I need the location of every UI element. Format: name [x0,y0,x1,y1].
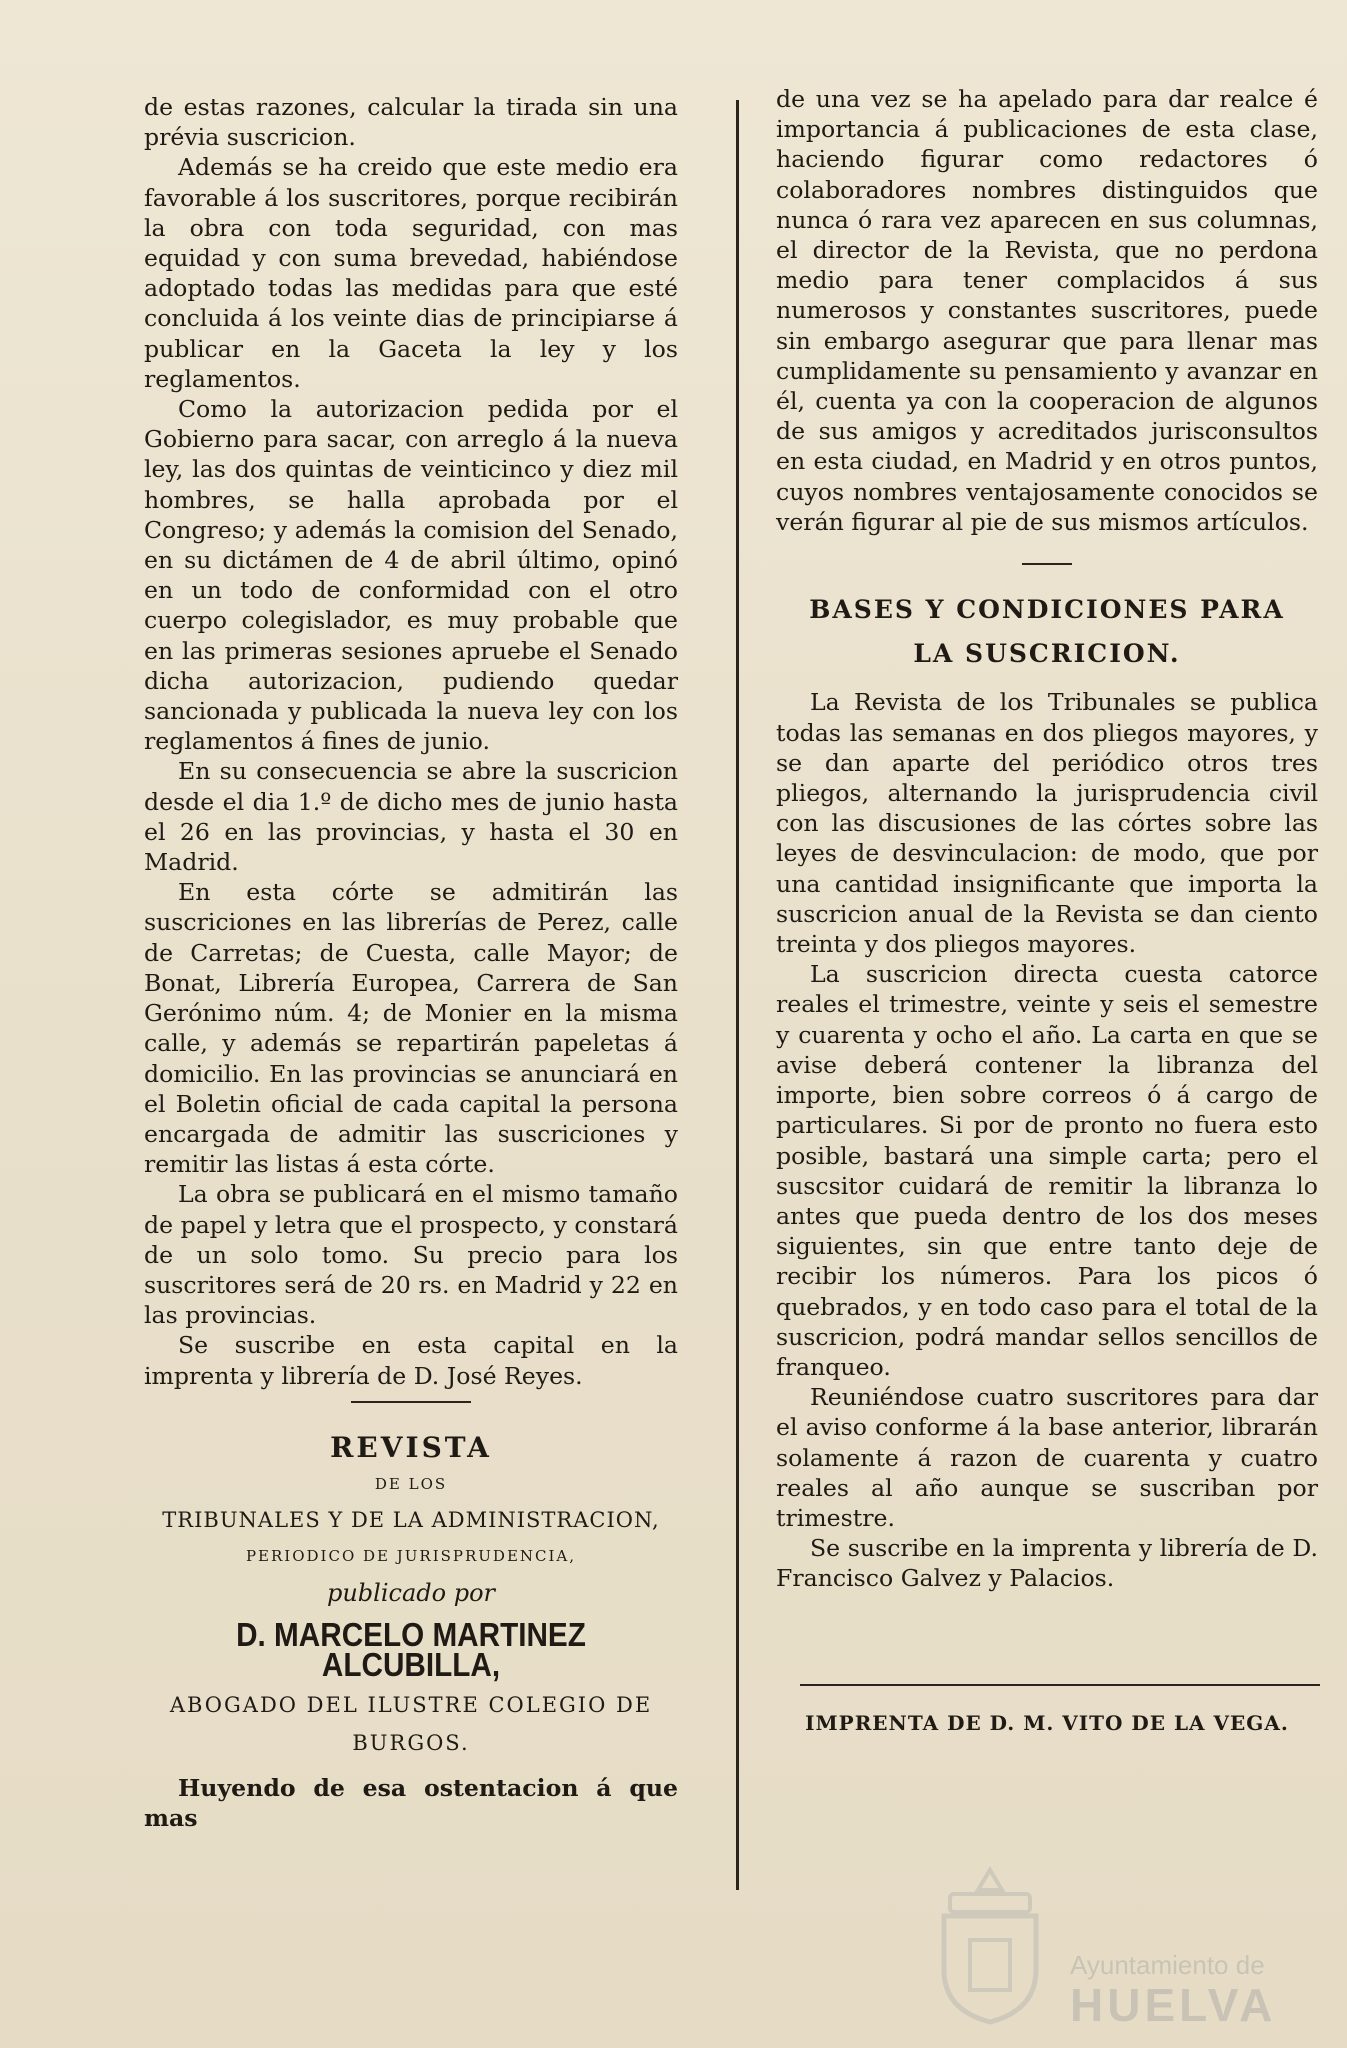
left-paragraph-5: En esta córte se admitirán las suscriciones en las librerías de Perez, calle de Carretas; de Cuesta, calle Mayor; de Bonat, Librería Europea, Carrera de San Gerónimo núm. 4; de Monier en la misma calle, y además se repartirán papeletas á domicilio. En las provincias se anunciará en el Boletin oficial de cada capital la persona encargada de admitir las suscriciones y remitir las listas á esta córte. [144,878,678,1179]
revista-publicado: publicado por [326,1578,495,1607]
revista-tribunales: TRIBUNALES Y DE LA ADMINISTRACION, [162,1508,660,1533]
left-paragraph-4: En su consecuencia se abre la suscricion desde el dia 1.º de dicho mes de junio hasta el 26 en las provincias, y hasta el 30 en Madrid. [144,757,678,877]
revista-last-line: Huyendo de esa ostentacion á que mas [144,1773,678,1832]
right-section-rule [1022,563,1072,565]
revista-abogado-line1: ABOGADO DEL ILUSTRE COLEGIO DE [169,1693,653,1718]
right-paragraph-4: Se suscribe en la imprenta y librería de D. Francisco Galvez y Palacios. [776,1534,1318,1593]
left-column [144,92,678,1833]
left-paragraph-2: Además se ha creido que este medio era favorable á los suscritores, porque recibirán la obra con toda seguridad, con mas equidad y con suma brevedad, habiéndose adoptado todas las medidas para que esté concluida á los veinte dias de principiarse á publicar en la Gaceta la ley y los reglamentos. [144,153,678,393]
left-paragraph-6: La obra se publicará en el mismo tamaño de papel y letra que el prospecto, y constará de un solo tomo. Su precio para los suscritores será de 20 rs. en Madrid y 22 en las provincias. [144,1180,678,1330]
right-intro-paragraph: de una vez se ha apelado para dar realce é importancia á publicaciones de esta clase, haciendo figurar como redactores ó colaboradores nombres distinguidos que nunca ó rara vez aparecen en sus columnas, el director de la Revista, que no perdona medio para tener complacidos á sus numerosos y constantes suscritores, puede sin embargo asegurar que para llenar mas cumplidamente su pensamiento y avanzar en él, cuenta ya con la cooperacion de algunos de sus amigos y acreditados jurisconsultos en esta ciudad, en Madrid y en otros puntos, cuyos nombres ventajosamente conocidos se verán figurar al pie de sus mismos artículos. [776,85,1318,536]
imprenta-footer: IMPRENTA DE D. M. VITO DE LA VEGA. [805,1710,1289,1735]
left-paragraph-3: Como la autorizacion pedida por el Gobierno para sacar, con arreglo á la nueva ley, las dos quintas de veinticinco y diez mil hombres, se halla aprobada por el Congreso; y además la comision del Senado, en su dictámen de 4 de abril último, opinó en un todo de conformidad con el otro cuerpo colegislador, es muy probable que en las primeras sesiones apruebe el Senado dicha autorizacion, pudiendo quedar sancionada y publicada la nueva ley con los reglamentos á fines de junio. [144,395,678,756]
bases-title: BASES Y CONDICIONES PARA [809,595,1285,625]
right-paragraph-3: Reuniéndose cuatro suscritores para dar el aviso conforme á la base anterior, librarán solamente á razon de cuarenta y cuatro reales al año aunque se suscriban por trimestre. [776,1383,1318,1532]
revista-title: REVISTA [330,1430,492,1464]
left-paragraph-7: Se suscribe en esta capital en la imprenta y librería de D. José Reyes. [144,1331,678,1390]
right-column [776,84,1318,1738]
revista-heading [144,1430,678,1759]
crest-icon [930,1860,1050,2030]
watermark [930,1860,1330,2040]
imprenta-rule [800,1684,1320,1686]
column-divider [736,100,739,1890]
revista-periodico: PERIODICO DE JURISPRUDENCIA, [245,1547,577,1566]
right-paragraph-1: La Revista de los Tribunales se publica todas las semanas en dos pliegos mayores, y se dan aparte del periódico otros tres pliegos, alternando la jurisprudencia civil con las discusiones de las córtes sobre las leyes de desvinculacion: de modo, que por una cantidad insignificante que importa la suscricion anual de la Revista se dan ciento treinta y dos pliegos mayores. [776,688,1318,959]
revista-de-los: DE LOS [374,1474,448,1493]
revista-author: D. MARCELO MARTINEZ ALCUBILLA, [236,1615,586,1683]
left-paragraph-1: de estas razones, calcular la tirada sin una prévia suscricion. [144,93,678,152]
right-paragraph-2: La suscricion directa cuesta catorce reales el trimestre, veinte y seis el semestre y cuarenta y ocho el año. La carta en que se avise deberá contener la libranza del importe, bien sobre correos ó á cargo de particulares. Si por de pronto no fuera esto posible, bastará una simple carta; pero el suscsitor cuidará de remitir la libranza lo antes que pueda dentro de los dos meses siguientes, sin que entre tanto deje de recibir los números. Para los picos ó quebrados, y en todo caso para el total de la suscricion, podrá mandar sellos sencillos de franqueo. [776,960,1318,1381]
revista-abogado-line2: BURGOS. [352,1731,470,1756]
watermark-line2: HUELVA [1070,1979,1277,2031]
section-rule [351,1401,471,1403]
bases-subtitle: LA SUSCRICION. [913,639,1181,669]
watermark-line1: Ayuntamiento de [1070,1950,1265,1980]
